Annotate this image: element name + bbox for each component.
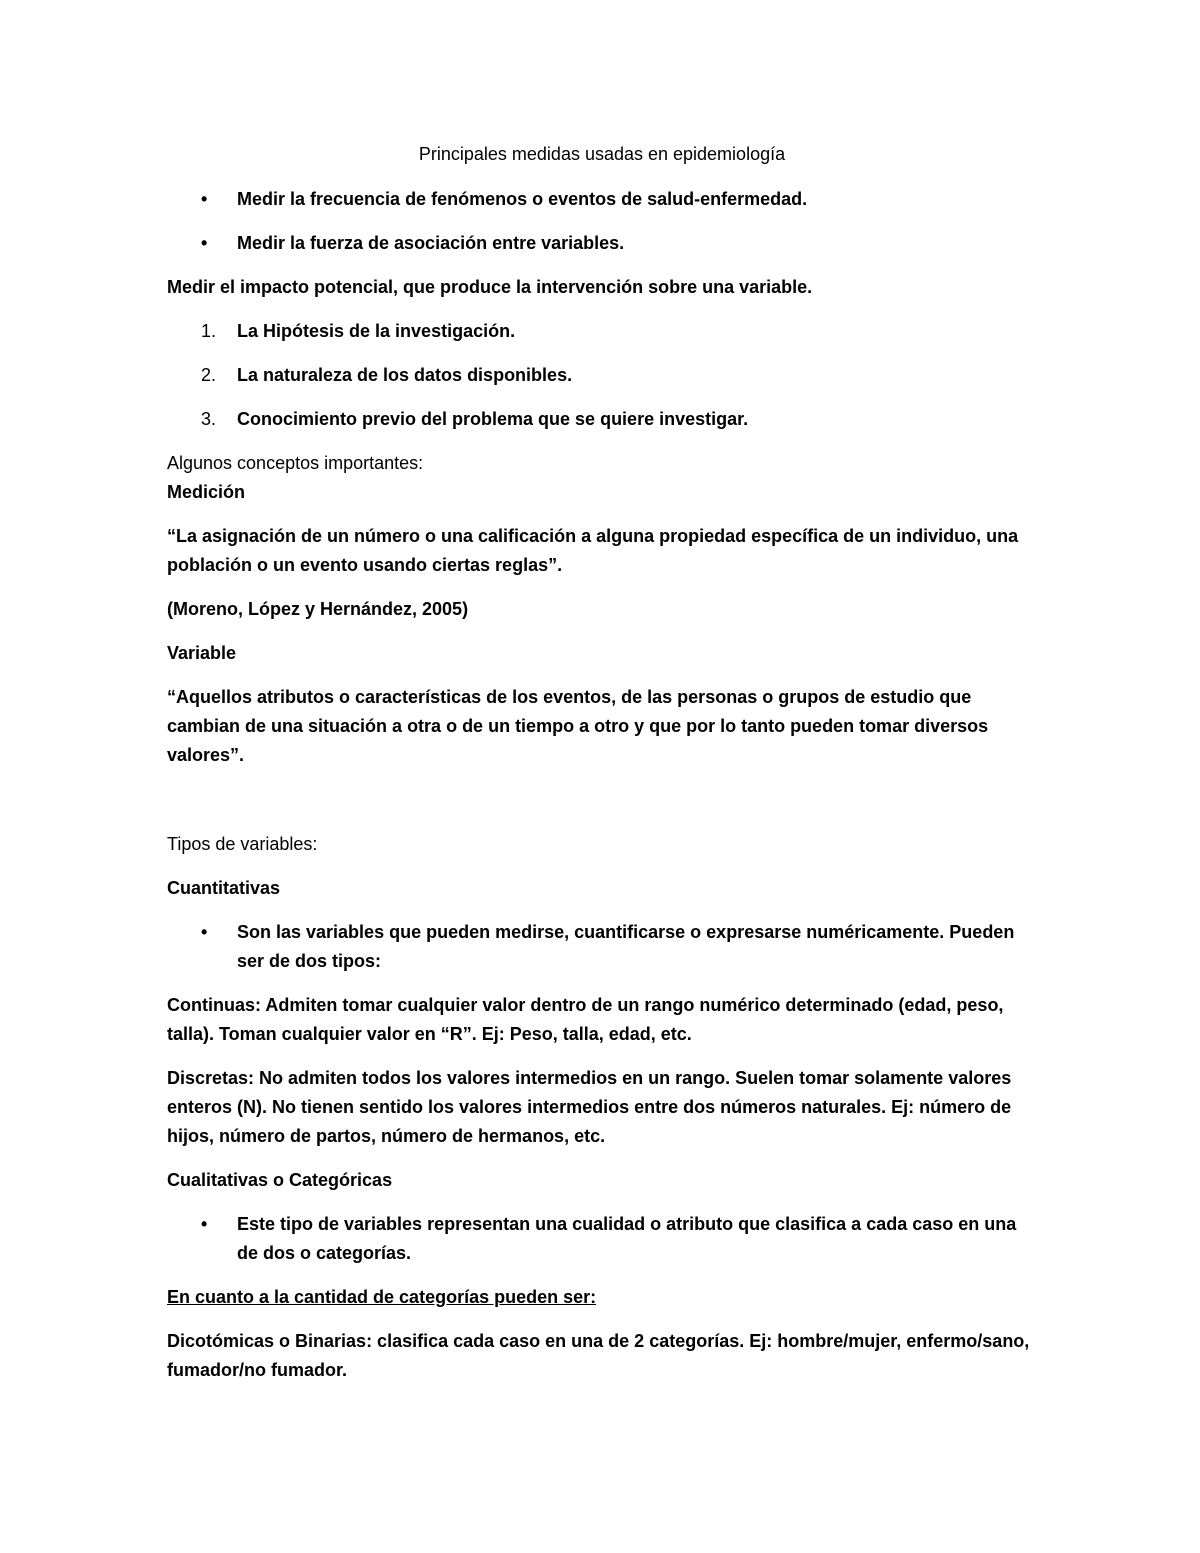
item-number: 2. — [201, 365, 217, 385]
cualitativas-heading: Cualitativas o Categóricas — [167, 1170, 393, 1190]
tipos-heading: Tipos de variables: — [167, 834, 318, 854]
document-title: Principales medidas usadas en epidemiología — [418, 144, 786, 164]
medicion-heading: Medición — [167, 482, 246, 502]
numbered-item — [167, 405, 1037, 434]
list-item — [167, 918, 1037, 976]
bullet-text: Medir la frecuencia de fenómenos o eventos de salud-enfermedad. — [237, 189, 808, 209]
list-item — [167, 185, 1037, 214]
numbered-item — [167, 361, 1037, 390]
document-body — [167, 140, 1037, 1400]
conceptos-heading: Algunos conceptos importantes: — [167, 453, 424, 473]
dicotomicas-paragraph: Dicotómicas o Binarias: clasifica cada caso en una de 2 categorías. Ej: hombre/mujer, enfermo/sano, fumador/no fumador. — [167, 1331, 1030, 1380]
item-text: La Hipótesis de la investigación. — [237, 321, 516, 341]
bullet-text: Medir la fuerza de asociación entre variables. — [237, 233, 625, 253]
variable-heading: Variable — [167, 643, 237, 663]
bullet-icon: • — [201, 922, 208, 942]
item-text: Conocimiento previo del problema que se quiere investigar. — [237, 409, 749, 429]
impacto-paragraph: Medir el impacto potencial, que produce la intervención sobre una variable. — [167, 277, 813, 297]
spacer — [167, 785, 1037, 830]
variable-quote: “Aquellos atributos o características de los eventos, de las personas o grupos de estudio que cambian de una situación a otra o de un tiempo a otro y que por lo tanto pueden tomar diversos valores”. — [167, 687, 989, 765]
discretas-paragraph: Discretas: No admiten todos los valores intermedios en un rango. Suelen tomar solamente valores enteros (N). No tienen sentido los valores intermedios entre dos números naturales. Ej: número de hijos, número de partos, número de hermanos, etc. — [167, 1068, 1012, 1146]
medicion-citation: (Moreno, López y Hernández, 2005) — [167, 599, 469, 619]
item-text: La naturaleza de los datos disponibles. — [237, 365, 573, 385]
continuas-paragraph: Continuas: Admiten tomar cualquier valor dentro de un rango numérico determinado (edad, peso, talla). Toman cualquier valor en “R”. Ej: Peso, talla, edad, etc. — [167, 995, 1004, 1044]
bullet-icon: • — [201, 1214, 208, 1234]
bullet-icon: • — [201, 189, 208, 209]
numbered-item — [167, 317, 1037, 346]
list-item — [167, 1210, 1037, 1268]
bullet-text: Son las variables que pueden medirse, cuantificarse o expresarse numéricamente. Pueden ser de dos tipos: — [237, 922, 1015, 971]
bullet-text: Este tipo de variables representan una cualidad o atributo que clasifica a cada caso en una de dos o categorías. — [237, 1214, 1017, 1263]
item-number: 1. — [201, 321, 217, 341]
cuantitativas-heading: Cuantitativas — [167, 878, 281, 898]
list-item — [167, 229, 1037, 258]
bullet-icon: • — [201, 233, 208, 253]
item-number: 3. — [201, 409, 217, 429]
cantidad-heading: En cuanto a la cantidad de categorías pueden ser: — [167, 1287, 597, 1307]
medicion-quote: “La asignación de un número o una calificación a alguna propiedad específica de un individuo, una población o un evento usando ciertas reglas”. — [167, 526, 1019, 575]
